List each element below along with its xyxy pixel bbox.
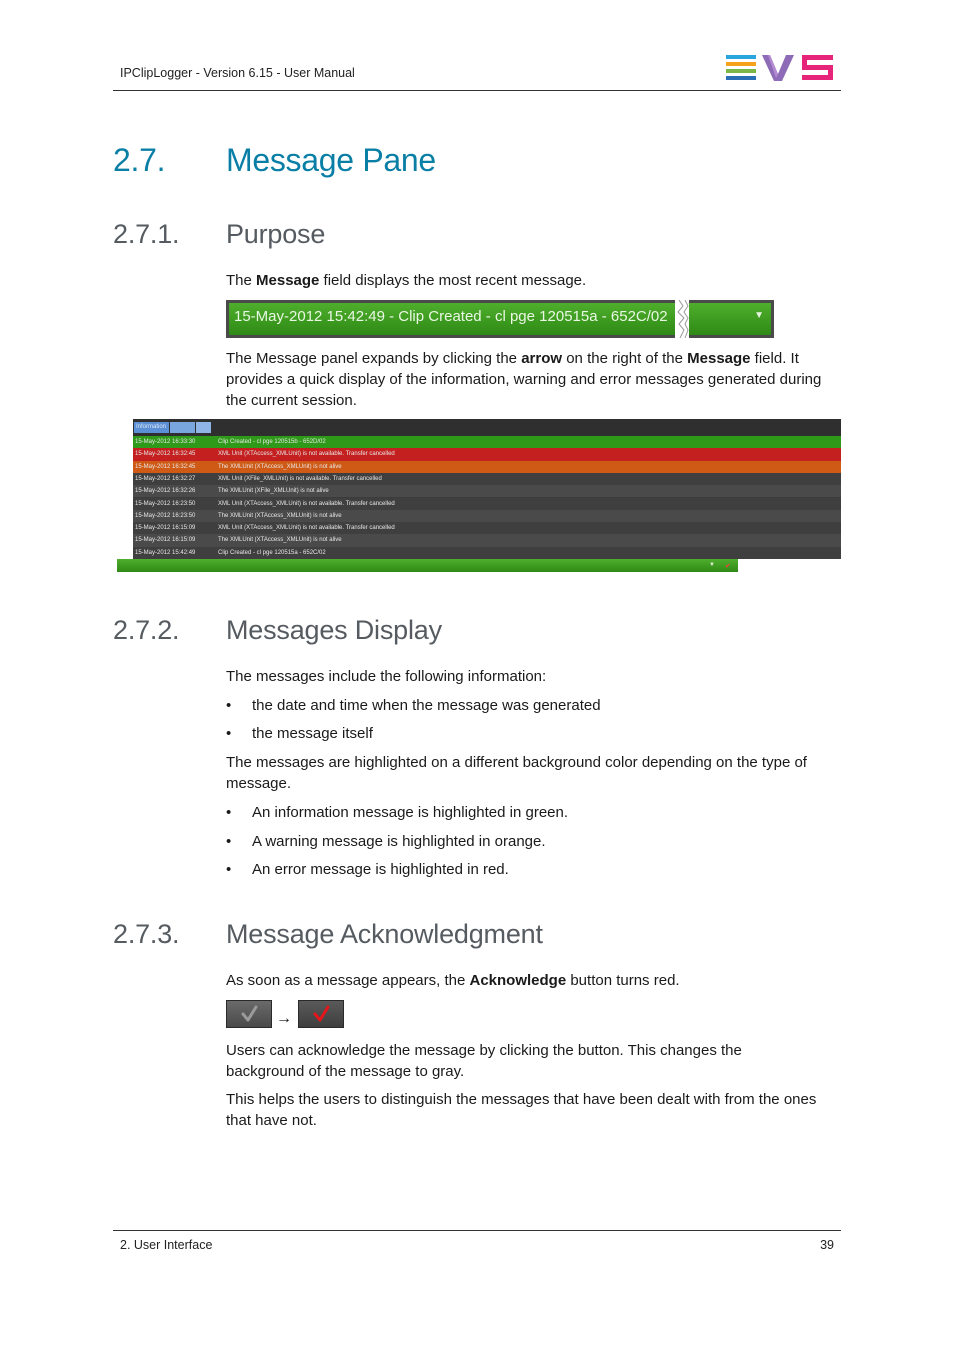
message-date: 15-May-2012 15:42:49	[135, 549, 196, 556]
ack-intro: As soon as a message appears, the Acknowledge button turns red.	[226, 972, 680, 989]
header-rule	[113, 90, 841, 91]
purpose-heading	[113, 219, 713, 253]
evs-logo	[726, 54, 834, 82]
display-intro: The messages include the following information:	[226, 668, 547, 685]
message-text: XML Unit (XTAccess_XMLUnit) is not available. Transfer cancelled	[218, 500, 395, 507]
message-date: 15-May-2012 16:32:26	[135, 488, 196, 495]
checkmark-icon	[299, 1001, 343, 1027]
ack-para-1: Users can acknowledge the message by clicking the button. This changes the background of the message to gray.	[226, 1042, 742, 1080]
message-text: XML Unit (XTAccess_XMLUnit) is not available. Transfer cancelled	[218, 451, 395, 458]
message-text: XML Unit (XTAccess_XMLUnit) is not available. Transfer cancelled	[218, 525, 395, 532]
message-list	[133, 419, 841, 559]
acknowledge-term: Acknowledge	[469, 972, 567, 989]
section-title: Message Pane	[226, 142, 436, 178]
message-date: 15-May-2012 16:32:45	[135, 451, 196, 458]
dropdown-arrow-icon[interactable]: ▼	[709, 562, 715, 568]
display-number: 2.7.2.	[113, 615, 180, 645]
display-body: The messages are highlighted on a different background color depending on the type of message.	[226, 754, 807, 792]
table-row[interactable]	[133, 522, 841, 534]
acknowledge-mini-icon[interactable]: ✔	[725, 563, 731, 570]
message-field-expanded	[117, 559, 738, 572]
message-pane-screenshot	[113, 419, 841, 573]
checkmark-icon	[227, 1001, 271, 1027]
message-text: Clip Created - cl pge 120515a - 652C/02	[218, 549, 326, 556]
message-date: 15-May-2012 16:23:50	[135, 512, 196, 519]
purpose-title: Purpose	[226, 219, 326, 249]
footer-chapter: 2. User Interface	[120, 1238, 213, 1252]
ack-heading	[113, 919, 713, 953]
dropdown-arrow-icon[interactable]: ▼	[754, 310, 764, 321]
table-row[interactable]	[133, 534, 841, 546]
ack-para-2: This helps the users to distinguish the messages that have been dealt with from the ones that have not.	[226, 1091, 817, 1129]
table-row[interactable]	[133, 510, 841, 522]
acknowledge-button-red[interactable]	[298, 1000, 344, 1028]
table-row[interactable]	[133, 547, 841, 559]
display-title: Messages Display	[226, 615, 442, 645]
message-date: 15-May-2012 16:32:27	[135, 475, 196, 482]
message-term: Message	[256, 272, 320, 289]
message-field-text: 15-May-2012 15:42:49 - Clip Created - cl pge 120515a - 652C/02	[234, 308, 668, 325]
display-heading	[113, 615, 713, 649]
message-text: XML Unit (XFile_XMLUnit) is not available. Transfer cancelled	[218, 475, 382, 482]
ack-title: Message Acknowledgment	[226, 919, 543, 949]
table-row[interactable]	[133, 485, 841, 497]
message-date: 15-May-2012 16:15:09	[135, 525, 196, 532]
message-date: 15-May-2012 16:33:30	[135, 439, 196, 445]
message-text: The XMLUnit (XTAccess_XMLUnit) is not alive	[218, 512, 342, 519]
table-row[interactable]	[133, 473, 841, 485]
message-date: 15-May-2012 16:32:45	[135, 463, 196, 470]
running-header-title: IPClipLogger - Version 6.15 - User Manual	[120, 66, 355, 80]
purpose-intro: The Message field displays the most recent message.	[226, 272, 587, 289]
acknowledge-button-gray[interactable]	[226, 1000, 272, 1028]
tab-warning[interactable]	[170, 422, 195, 433]
page-number: 39	[820, 1238, 834, 1252]
arrow-term: arrow	[521, 350, 563, 367]
transition-arrow: →	[276, 1010, 292, 1027]
message-text: Clip Created - cl pge 120515b - 652D/02	[218, 439, 326, 445]
message-field-screenshot	[226, 300, 774, 338]
message-date: 15-May-2012 16:23:50	[135, 500, 196, 507]
message-pane-toolbar	[133, 419, 841, 436]
message-text: The XMLUnit (XTAccess_XMLUnit) is not alive	[218, 537, 342, 544]
table-row[interactable]	[133, 448, 841, 460]
message-term-2: Message	[687, 350, 751, 367]
purpose-number: 2.7.1.	[113, 219, 180, 249]
section-heading	[113, 142, 713, 182]
table-row[interactable]	[133, 461, 841, 473]
table-row[interactable]	[133, 436, 841, 448]
tab-error[interactable]	[196, 422, 211, 433]
message-date: 15-May-2012 16:15:09	[135, 537, 196, 544]
purpose-body: The Message panel expands by clicking the arrow on the right of the Message field. It provides a quick display of the information, warning and error messages generated during the current session.	[226, 350, 822, 409]
table-row[interactable]	[133, 498, 841, 510]
torn-edge-graphic	[675, 300, 689, 338]
section-number: 2.7.	[113, 142, 166, 178]
tab-information[interactable]: Information	[134, 422, 169, 433]
ack-number: 2.7.3.	[113, 919, 180, 949]
message-text: The XMLUnit (XTAccess_XMLUnit) is not alive	[218, 463, 342, 470]
message-text: The XMLUnit (XFile_XMLUnit) is not alive	[218, 488, 329, 495]
footer-rule	[113, 1230, 841, 1231]
